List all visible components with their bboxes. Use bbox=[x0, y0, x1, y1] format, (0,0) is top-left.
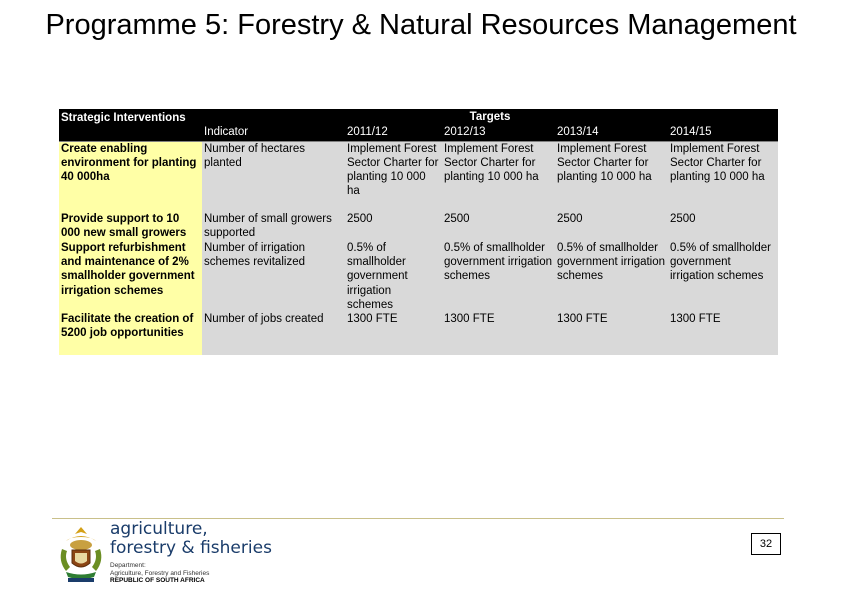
table-row bbox=[59, 141, 778, 212]
indicator-cell: Number of irrigation schemes revitalized bbox=[202, 241, 345, 312]
target-cell: 0.5% of smallholder government irrigation schemes bbox=[555, 241, 668, 312]
target-cell: Implement Forest Sector Charter for planting 10 000 ha bbox=[668, 141, 778, 212]
target-cell: 1300 FTE bbox=[668, 312, 778, 355]
indicator-cell: Number of small growers supported bbox=[202, 212, 345, 241]
table-row bbox=[59, 212, 778, 241]
target-cell: Implement Forest Sector Charter for planting 10 000 ha bbox=[555, 141, 668, 212]
target-cell: 1300 FTE bbox=[345, 312, 442, 355]
strategic-cell: Provide support to 10 000 new small growers bbox=[59, 212, 202, 241]
year-header-2011-12: 2011/12 bbox=[345, 125, 442, 141]
year-header-2012-13: 2012/13 bbox=[442, 125, 555, 141]
year-header-2014-15: 2014/15 bbox=[668, 125, 778, 141]
targets-table bbox=[59, 109, 778, 355]
logo-sub-agency: Agriculture, Forestry and Fisheries bbox=[110, 569, 210, 577]
year-header-2013-14: 2013/14 bbox=[555, 125, 668, 141]
strategic-cell: Facilitate the creation of 5200 job opportunities bbox=[59, 312, 202, 355]
indicator-cell: Number of jobs created bbox=[202, 312, 345, 355]
target-cell: 0.5% of smallholder government irrigation schemes bbox=[442, 241, 555, 312]
target-cell: 2500 bbox=[555, 212, 668, 241]
strategic-cell: Support refurbishment and maintenance of 2% smallholder government irrigation schemes bbox=[59, 241, 202, 312]
table-row bbox=[59, 241, 778, 312]
target-cell: Implement Forest Sector Charter for planting 10 000 ha bbox=[442, 141, 555, 212]
target-cell: 2500 bbox=[442, 212, 555, 241]
logo-line-agriculture: agriculture, bbox=[110, 519, 208, 539]
page-title: Programme 5: Forestry & Natural Resources Management bbox=[45, 9, 797, 41]
target-cell: 0.5% of smallholder government irrigation schemes bbox=[345, 241, 442, 312]
target-cell: Implement Forest Sector Charter for planting 10 000 ha bbox=[345, 141, 442, 212]
target-cell: 1300 FTE bbox=[442, 312, 555, 355]
target-cell: 1300 FTE bbox=[555, 312, 668, 355]
indicator-header: Indicator bbox=[202, 125, 345, 141]
strategic-cell: Create enabling environment for planting 40 000ha bbox=[59, 141, 202, 212]
logo-line-forestry: forestry & fisheries bbox=[110, 538, 272, 558]
strategic-interventions-header: Strategic Interventions bbox=[59, 109, 202, 141]
target-cell: 2500 bbox=[345, 212, 442, 241]
coat-of-arms-icon bbox=[56, 525, 106, 585]
logo-sub-country: REPUBLIC OF SOUTH AFRICA bbox=[110, 577, 205, 584]
logo-subtext bbox=[110, 562, 272, 585]
targets-header: Targets bbox=[202, 109, 778, 125]
target-cell: 0.5% of smallholder government irrigation schemes bbox=[668, 241, 778, 312]
indicator-cell: Number of hectares planted bbox=[202, 141, 345, 212]
page-number: 32 bbox=[751, 533, 781, 555]
table-row bbox=[59, 312, 778, 355]
target-cell: 2500 bbox=[668, 212, 778, 241]
department-logo bbox=[110, 520, 272, 585]
logo-sub-department: Department: bbox=[110, 562, 146, 569]
